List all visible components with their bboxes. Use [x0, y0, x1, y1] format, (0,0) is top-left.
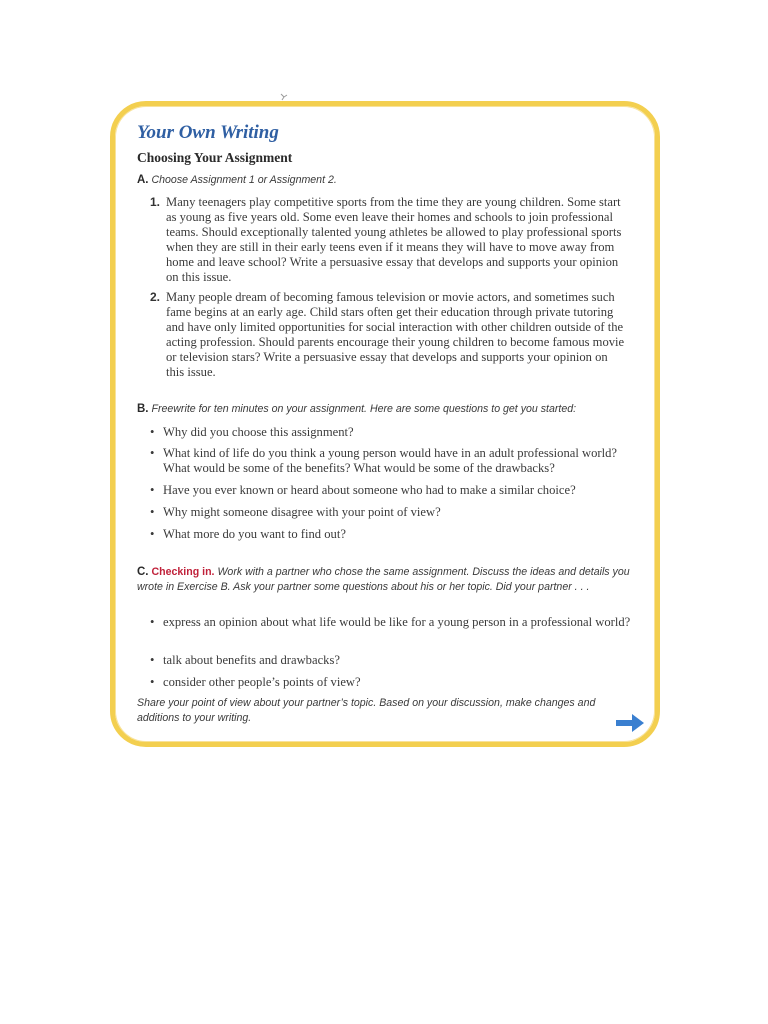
- list-item: [150, 653, 633, 668]
- checking-in-label: Checking in.: [151, 566, 215, 578]
- list-item-text: What more do you want to find out?: [163, 527, 346, 541]
- list-item: [150, 446, 633, 476]
- list-item-text: talk about benefits and drawbacks?: [163, 653, 340, 667]
- list-item-text: What kind of life do you think a young person would have in an adult professional world? What would be some of the benefits? What would be some of the drawbacks?: [163, 446, 617, 475]
- list-item-text: Why did you choose this assignment?: [163, 425, 354, 439]
- list-item: [150, 483, 633, 498]
- scan-mark-icon: [279, 92, 289, 102]
- assignment-text-1: Many teenagers play competitive sports from the time they are young children. Some start as young as five years old. Some even leave their homes and schools to join professional teams. Should exceptionally talented young athletes be allowed to play professional sports when they are still in their early teens even if it means they will have to move away from home and leave school? Write a persuasive essay that develops and supports your opinion on this issue.: [166, 195, 622, 284]
- part-a-letter: A.: [137, 174, 149, 186]
- bullet-icon: •: [150, 675, 155, 689]
- bullet-icon: •: [150, 505, 155, 519]
- list-item-text: Have you ever known or heard about someone who had to make a similar choice?: [163, 483, 576, 497]
- closing-instruction: Share your point of view about your partner’s topic. Based on your discussion, make changes and additions to your writing.: [137, 697, 596, 724]
- part-a-instruction-text: Choose Assignment 1 or Assignment 2.: [151, 174, 337, 186]
- part-b-instruction: [137, 403, 576, 415]
- section-title: Your Own Writing: [137, 122, 279, 143]
- right-arrow-icon[interactable]: [616, 714, 644, 732]
- list-item: [150, 675, 633, 690]
- bullet-icon: •: [150, 483, 155, 497]
- list-item-text: express an opinion about what life would be like for a young person in a professional world?: [163, 615, 631, 629]
- list-item: [150, 527, 633, 542]
- list-item: [150, 505, 633, 520]
- assignment-item-1: [150, 195, 626, 284]
- assignment-number-2: 2.: [150, 290, 161, 304]
- assignment-item-2: [150, 290, 626, 379]
- bullet-icon: •: [150, 653, 155, 667]
- assignment-number-1: 1.: [150, 195, 161, 209]
- assignment-text-2: Many people dream of becoming famous television or movie actors, and sometimes such fame begins at an early age. Child stars often get their education through private tutoring and have only limited opportunities for social interaction with other children outside of the acting profession. Should parents encourage their young children to become famous movie or television stars? Write a persuasive essay that develops and supports your opinion on this issue.: [166, 290, 625, 379]
- bullet-icon: •: [150, 446, 155, 460]
- list-item: [150, 425, 633, 440]
- list-item-text: consider other people’s points of view?: [163, 675, 361, 689]
- part-c-instruction: [137, 565, 632, 594]
- list-item-text: Why might someone disagree with your point of view?: [163, 505, 441, 519]
- bullet-icon: •: [150, 615, 155, 629]
- part-c-letter: C.: [137, 566, 149, 578]
- part-a-instruction: [137, 174, 337, 186]
- part-b-letter: B.: [137, 403, 149, 415]
- part-b-instruction-text: Freewrite for ten minutes on your assignment. Here are some questions to get you started:: [151, 403, 577, 415]
- subsection-heading: Choosing Your Assignment: [137, 150, 293, 165]
- part-c-instruction-text: Work with a partner who chose the same assignment. Discuss the ideas and details you wrote in Exercise B. Ask your partner some questions about his or her topic. Did your partner . . .: [137, 566, 630, 593]
- list-item: [150, 615, 633, 630]
- bullet-icon: •: [150, 527, 155, 541]
- bullet-icon: •: [150, 425, 155, 439]
